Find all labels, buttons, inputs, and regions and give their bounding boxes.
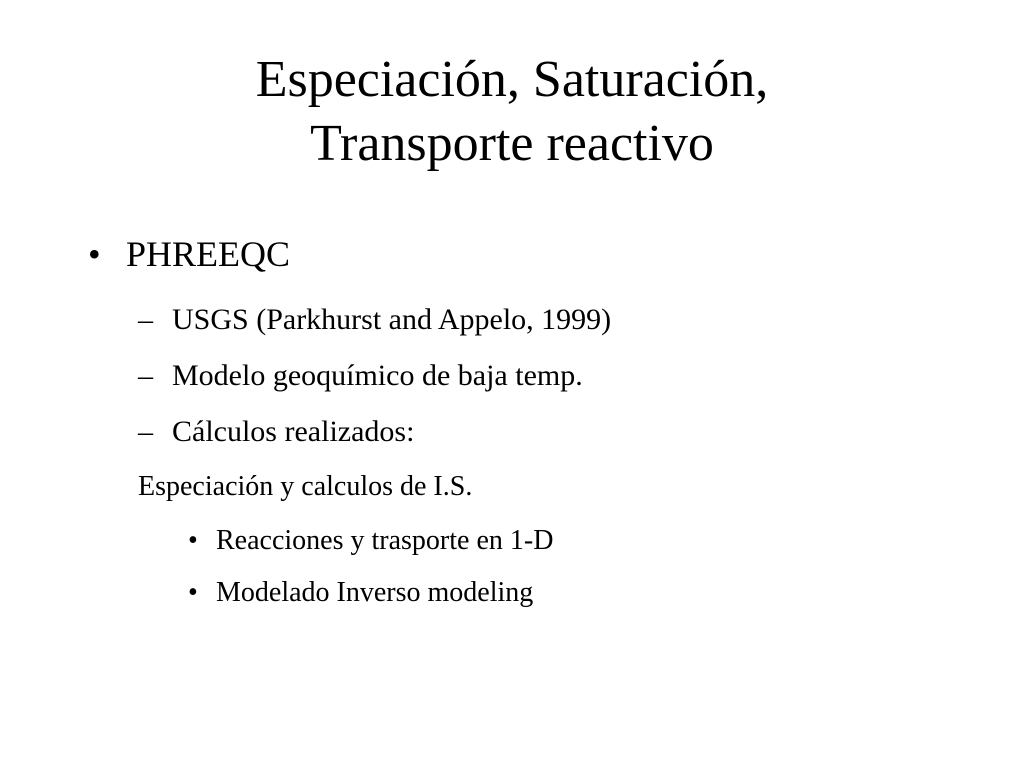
dash-item-text: Modelo geoquímico de baja temp.	[172, 359, 583, 392]
bullet-text: Reacciones y trasporte en 1-D	[216, 525, 554, 556]
dash-marker: –	[138, 415, 153, 448]
dash-marker: –	[138, 303, 153, 336]
title-line-1: Especiación, Saturación,	[255, 51, 769, 108]
dash-item-calculos	[138, 414, 414, 450]
bullet-marker: •	[188, 577, 198, 608]
plain-line-especiacion: Especiación y calculos de I.S.	[138, 471, 473, 502]
bullet-text: PHREEQC	[126, 234, 291, 274]
bullet-marker: •	[188, 525, 198, 556]
title-line-2: Transporte reactivo	[310, 115, 714, 172]
bullet-reacciones	[188, 524, 553, 558]
dash-item-usgs	[138, 302, 611, 338]
dash-marker: –	[138, 359, 153, 392]
bullet-phreeqc	[88, 232, 290, 276]
dash-item-text: USGS (Parkhurst and Appelo, 1999)	[172, 303, 612, 336]
dash-item-text: Cálculos realizados:	[172, 415, 415, 448]
bullet-marker: •	[88, 234, 101, 274]
slide-title	[0, 48, 1024, 176]
bullet-text: Modelado Inverso modeling	[216, 577, 534, 608]
bullet-modelado	[188, 576, 533, 610]
dash-item-modelo	[138, 358, 583, 394]
